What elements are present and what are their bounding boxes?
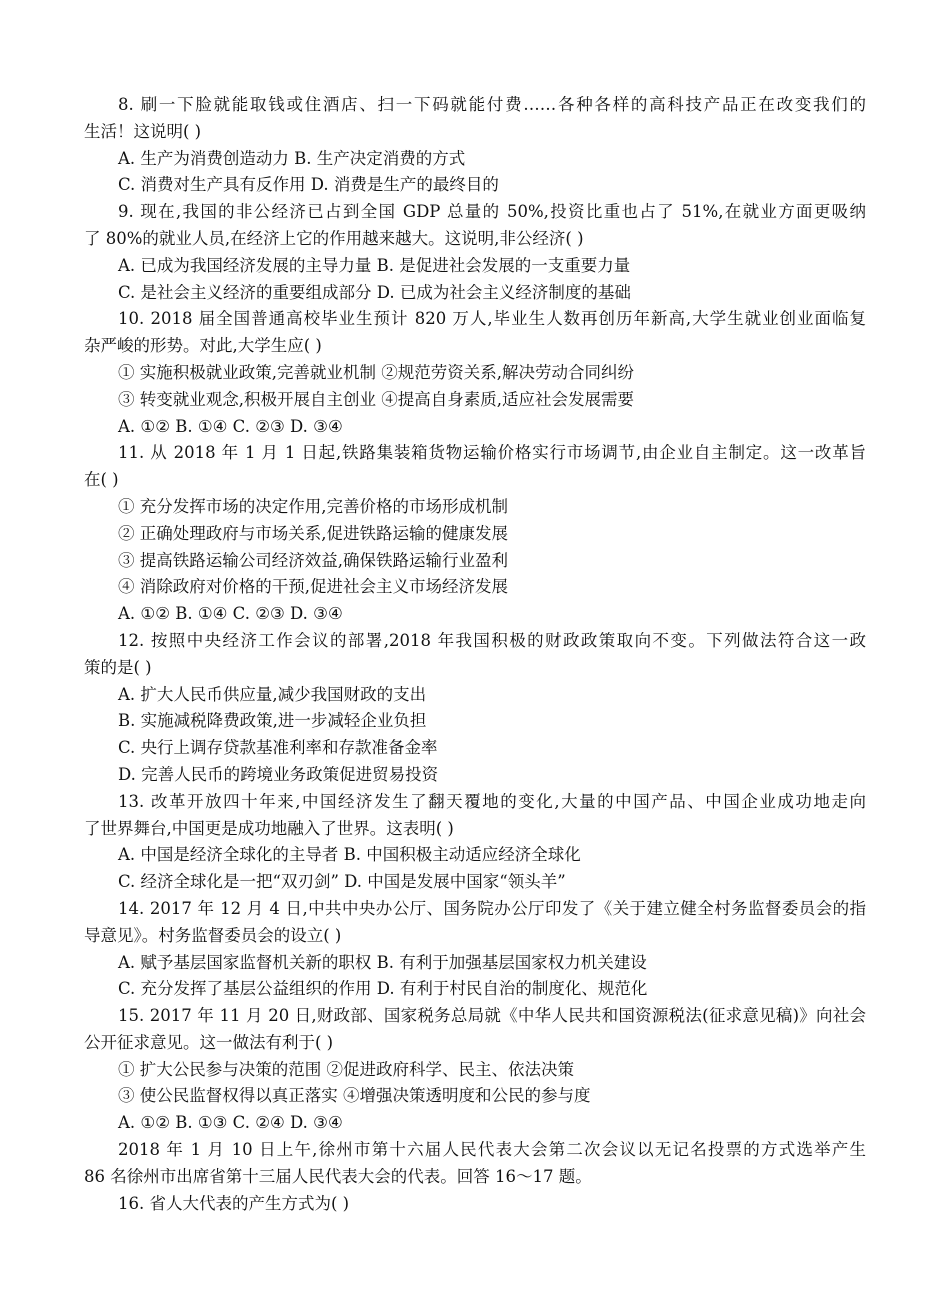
answer-choices: A. ①② B. ①③ C. ②④ D. ③④ — [118, 1113, 343, 1133]
question-8 — [84, 92, 866, 199]
question-stem-continued: 杂严峻的形势。对此,大学生应( ) — [84, 336, 322, 356]
statement-row: ③ 提高铁路运输公司经济效益,确保铁路运输行业盈利 — [118, 550, 508, 570]
question-stem-continued: 了 80%的就业人员,在经济上它的作用越来越大。这说明,非公经济( ) — [84, 228, 584, 248]
question-stem-continued: 生活！这说明( ) — [84, 121, 202, 141]
option-c: C. 央行上调存贷款基准利率和存款准备金率 — [118, 738, 438, 758]
option-row: C. 是社会主义经济的重要组成部分 D. 已成为社会主义经济制度的基础 — [118, 282, 631, 302]
option-row: A. 中国是经济全球化的主导者 B. 中国积极主动适应经济全球化 — [118, 845, 581, 865]
question-stem: 13. 改革开放四十年来,中国经济发生了翻天覆地的变化,大量的中国产品、中国企业成功地走向 — [118, 791, 866, 811]
question-stem: 14. 2017 年 12 月 4 日,中共中央办公厅、国务院办公厅印发了《关于建立健全村务监督委员会的指 — [118, 898, 866, 918]
question-stem-continued: 策的是( ) — [84, 657, 152, 677]
question-stem-continued: 公开征求意见。这一做法有利于( ) — [84, 1032, 334, 1052]
option-row: A. 生产为消费创造动力 B. 生产决定消费的方式 — [118, 148, 466, 168]
statement-row: ① 实施积极就业政策,完善就业机制 ②规范劳资关系,解决劳动合同纠纷 — [118, 362, 634, 382]
statement-row: ③ 使公民监督权得以真正落实 ④增强决策透明度和公民的参与度 — [118, 1086, 591, 1106]
option-row: A. 赋予基层国家监督机关新的职权 B. 有利于加强基层国家权力机关建设 — [118, 952, 647, 972]
option-row: A. 已成为我国经济发展的主导力量 B. 是促进社会发展的一支重要力量 — [118, 255, 631, 275]
option-a: A. 扩大人民币供应量,减少我国财政的支出 — [118, 684, 427, 704]
answer-choices: A. ①② B. ①④ C. ②③ D. ③④ — [118, 604, 343, 624]
question-stem: 10. 2018 届全国普通高校毕业生预计 820 万人,毕业生人数再创历年新高,大学生就业创业面临复 — [118, 309, 866, 329]
question-16 — [84, 1191, 866, 1218]
statement-row: ④ 消除政府对价格的干预,促进社会主义市场经济发展 — [118, 577, 508, 597]
passage-line: 86 名徐州市出席省第十三届人民代表大会的代表。回答 16～17 题。 — [84, 1166, 592, 1186]
question-stem: 12. 按照中央经济工作会议的部署,2018 年我国积极的财政政策取向不变。下列做法符合这一政 — [118, 630, 866, 650]
question-11 — [84, 440, 866, 628]
question-stem-continued: 在( ) — [84, 470, 119, 490]
statement-row: ① 扩大公民参与决策的范围 ②促进政府科学、民主、依法决策 — [118, 1059, 574, 1079]
question-12 — [84, 628, 866, 789]
question-stem-continued: 了世界舞台,中国更是成功地融入了世界。这表明( ) — [84, 818, 454, 838]
question-13 — [84, 789, 866, 896]
question-10 — [84, 306, 866, 440]
option-d: D. 完善人民币的跨境业务政策促进贸易投资 — [118, 764, 439, 784]
option-row: C. 充分发挥了基层公益组织的作用 D. 有利于村民自治的制度化、规范化 — [118, 979, 648, 999]
question-stem: 15. 2017 年 11 月 20 日,财政部、国家税务总局就《中华人民共和国资源税法(征求意见稿)》向社会 — [118, 1006, 866, 1026]
passage-line: 2018 年 1 月 10 日上午,徐州市第十六届人民代表大会第二次会议以无记名投票的方式选举产生 — [118, 1140, 866, 1160]
question-9 — [84, 199, 866, 306]
reading-passage — [84, 1137, 866, 1191]
question-stem: 11. 从 2018 年 1 月 1 日起,铁路集装箱货物运输价格实行市场调节,由企业自主制定。这一改革旨 — [118, 443, 866, 463]
statement-row: ③ 转变就业观念,积极开展自主创业 ④提高自身素质,适应社会发展需要 — [118, 389, 634, 409]
question-stem: 8. 刷一下脸就能取钱或住酒店、扫一下码就能付费……各种各样的高科技产品正在改变我们的 — [118, 95, 866, 114]
option-row: C. 消费对生产具有反作用 D. 消费是生产的最终目的 — [118, 175, 499, 195]
answer-choices: A. ①② B. ①④ C. ②③ D. ③④ — [118, 416, 343, 436]
question-stem: 9. 现在,我国的非公经济已占到全国 GDP 总量的 50%,投资比重也占了 51%,在就业方面更吸纳 — [118, 202, 866, 222]
question-stem-continued: 导意见》。村务监督委员会的设立( ) — [84, 925, 342, 945]
question-stem: 16. 省人大代表的产生方式为( ) — [118, 1193, 350, 1213]
statement-row: ① 充分发挥市场的决定作用,完善价格的市场形成机制 — [118, 496, 508, 516]
question-14 — [84, 896, 866, 1003]
statement-row: ② 正确处理政府与市场关系,促进铁路运输的健康发展 — [118, 523, 508, 543]
exam-page — [84, 92, 866, 1217]
option-row: C. 经济全球化是一把“双刃剑” D. 中国是发展中国家“领头羊” — [118, 872, 566, 892]
question-15 — [84, 1003, 866, 1137]
option-b: B. 实施减税降费政策,进一步减轻企业负担 — [118, 711, 427, 731]
